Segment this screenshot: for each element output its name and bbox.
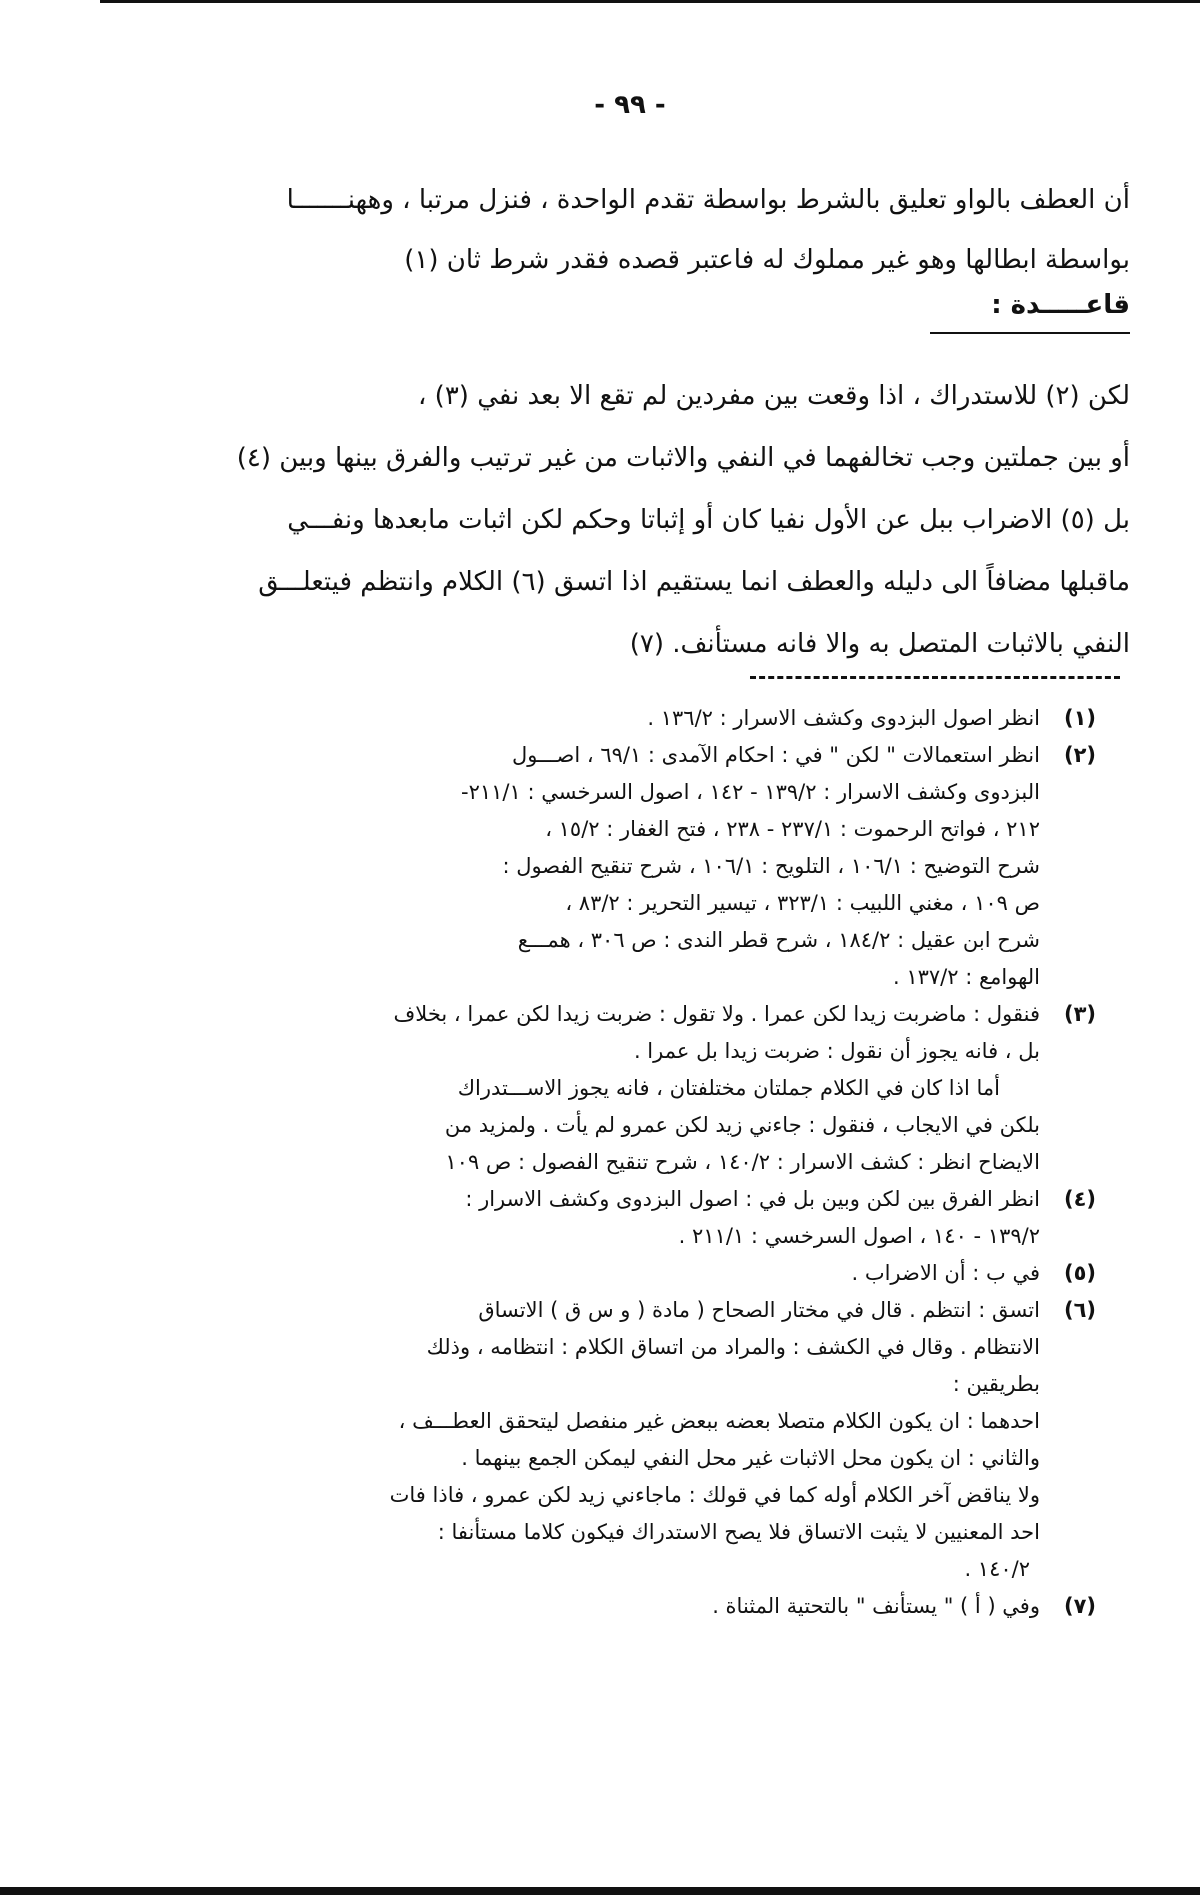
footnote-line: البزدوى وكشف الاسرار : ١٣٩/٢ - ١٤٢ ، اصول السرخسي : ٢١١/١- — [461, 780, 1040, 804]
footnote-line: الانتظام . وقال في الكشف : والمراد من اتساق الكلام : انتظامه ، وذلك — [426, 1335, 1040, 1359]
footnote-line: وفي ( أ ) " يستأنف " بالتحتية المثناة . — [712, 1594, 1040, 1618]
paragraph-line: لكن (٢) للاستدراك ، اذا وقعت بين مفردين لم تقع الا بعد نفي (٣) ، — [418, 381, 1130, 411]
footnote-body — [130, 996, 1040, 1181]
footnote-line: بلكن في الايجاب ، فنقول : جاءني زيد لكن عمرو لم يأت . ولمزيد من — [444, 1113, 1040, 1137]
footnote-separator — [750, 676, 1120, 679]
footnote-number: (٥) — [1063, 1261, 1097, 1285]
footnote-line: ٢١٢ ، فواتح الرحموت : ٢٣٧/١ - ٢٣٨ ، فتح الغفار : ١٥/٢ ، — [545, 817, 1040, 841]
heading-underline — [930, 332, 1130, 334]
footnote-line: والثاني : ان يكون محل الاثبات غير محل النفي ليمكن الجمع بينهما . — [461, 1446, 1040, 1470]
section-heading: قاعـــــدة : — [991, 290, 1130, 320]
paragraph-line: أو بين جملتين وجب تخالفهما في النفي والاثبات من غير ترتيب والفرق بينها وبين (٤) — [236, 443, 1130, 473]
rule-paragraph — [140, 365, 1130, 675]
footnote-7 — [130, 1588, 1120, 1625]
footnote-body — [130, 1255, 1040, 1292]
footnotes — [130, 700, 1120, 1625]
footnote-line: الايضاح انظر : كشف الاسرار : ١٤٠/٢ ، شرح تنقيح الفصول : ص ١٠٩ — [445, 1150, 1040, 1174]
paragraph-line: أن العطف بالواو تعليق بالشرط بواسطة تقدم الواحدة ، فنزل مرتبا ، وههنـــــــا — [286, 185, 1130, 215]
paragraph-line: بل (٥) الاضراب ببل عن الأول نفيا كان أو إثباتا وحكم لكن اثبات مابعدها ونفـــي — [287, 505, 1130, 535]
footnote-body — [130, 700, 1040, 737]
top-border-line — [100, 0, 1200, 3]
footnote-line: احدهما : ان يكون الكلام متصلا بعضه ببعض غير منفصل ليتحقق العطـــف ، — [398, 1409, 1040, 1433]
paragraph-line: ماقبلها مضافاً الى دليله والعطف انما يستقيم اذا اتسق (٦) الكلام وانتظم فيتعلـــق — [258, 567, 1130, 597]
footnote-line: الهوامع : ١٣٧/٢ . — [892, 965, 1040, 989]
footnote-line: شرح التوضيح : ١٠٦/١ ، التلويح : ١٠٦/١ ، شرح تنقيح الفصول : — [502, 854, 1040, 878]
footnote-6 — [130, 1292, 1120, 1588]
footnote-number: (٣) — [1063, 1002, 1097, 1026]
footnote-body — [130, 1181, 1040, 1255]
footnote-body — [130, 1588, 1040, 1625]
footnote-line: ١٤٠/٢ . — [964, 1557, 1030, 1581]
paragraph-line: بواسطة ابطالها وهو غير مملوك له فاعتبر قصده فقدر شرط ثان (١) — [404, 245, 1130, 275]
footnote-line: احد المعنيين لا يثبت الاتساق فلا يصح الاستدراك فيكون كلاما مستأنفا : — [437, 1520, 1040, 1544]
footnote-line: اتسق : انتظم . قال في مختار الصحاح ( مادة ( و س ق ) الاتساق — [478, 1298, 1040, 1322]
footnote-number: (٦) — [1063, 1298, 1097, 1322]
footnote-line: فنقول : ماضربت زيدا لكن عمرا . ولا تقول : ضربت زيدا لكن عمرا ، بخلاف — [393, 1002, 1040, 1026]
footnote-5 — [130, 1255, 1120, 1292]
footnote-body — [130, 737, 1040, 996]
paragraph-line: النفي بالاثبات المتصل به والا فانه مستأنف. (٧) — [629, 629, 1130, 659]
footnote-line: بطريقين : — [952, 1372, 1040, 1396]
footnote-1 — [130, 700, 1120, 737]
bottom-border-line — [0, 1887, 1200, 1895]
footnote-4 — [130, 1181, 1120, 1255]
footnote-3 — [130, 996, 1120, 1181]
footnote-line: بل ، فانه يجوز أن نقول : ضربت زيدا بل عمرا . — [633, 1039, 1040, 1063]
footnote-line: انظر استعمالات " لكن " في : احكام الآمدى : ٦٩/١ ، اصـــول — [511, 743, 1040, 767]
footnote-line: ص ١٠٩ ، مغني اللبيب : ٣٢٣/١ ، تيسير التحرير : ٨٣/٢ ، — [565, 891, 1040, 915]
footnote-body — [130, 1292, 1040, 1588]
footnote-line: انظر الفرق بين لكن وبين بل في : اصول البزدوى وكشف الاسرار : — [465, 1187, 1040, 1211]
footnote-number: (١) — [1063, 706, 1097, 730]
footnote-2 — [130, 737, 1120, 996]
footnote-line: انظر اصول البزدوى وكشف الاسرار : ١٣٦/٢ . — [647, 706, 1040, 730]
footnote-number: (٢) — [1063, 743, 1097, 767]
footnote-line: ١٣٩/٢ - ١٤٠ ، اصول السرخسي : ٢١١/١ . — [678, 1224, 1040, 1248]
footnote-line: أما اذا كان في الكلام جملتان مختلفتان ، فانه يجوز الاســـتدراك — [457, 1076, 1000, 1100]
footnote-line: في ب : أن الاضراب . — [851, 1261, 1040, 1285]
footnote-number: (٤) — [1063, 1187, 1097, 1211]
footnote-number: (٧) — [1063, 1594, 1097, 1618]
page-number: - ٩٩ - — [594, 90, 666, 120]
footnote-line: شرح ابن عقيل : ١٨٤/٢ ، شرح قطر الندى : ص ٣٠٦ ، همـــع — [517, 928, 1040, 952]
opening-paragraph — [140, 170, 1130, 290]
footnote-line: ولا يناقض آخر الكلام أوله كما في قولك : ماجاءني زيد لكن عمرو ، فاذا فات — [389, 1483, 1040, 1507]
